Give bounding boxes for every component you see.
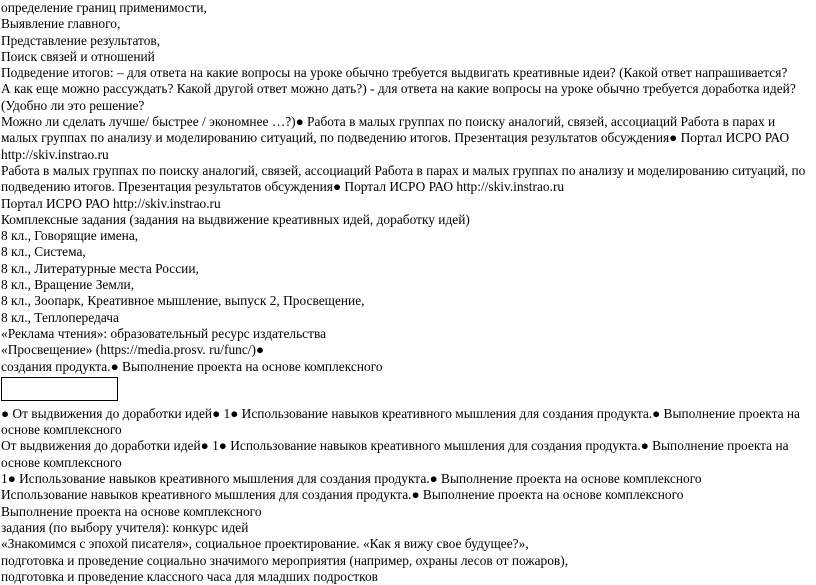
text-line: малых группах по анализу и моделированию ситуаций, по подведению итогов. Презентация результатов обсуждения● Портал ИСРО РАО xyxy=(1,130,790,146)
text-line: 8 кл., Вращение Земли, xyxy=(1,277,135,293)
text-line: создания продукта.● Выполнение проекта на основе комплексного xyxy=(1,358,383,374)
document-page xyxy=(1,0,813,585)
empty-table-cell xyxy=(1,377,118,401)
text-line: Выполнение проекта на основе комплексного xyxy=(1,503,262,519)
text-line: 1● Использование навыков креативного мышления для создания продукта.● Выполнение проекта на основе комплексного xyxy=(1,471,702,487)
text-line: Выявление главного, xyxy=(1,16,121,32)
text-line: Поиск связей и отношений xyxy=(1,48,155,64)
text-line: А как еще можно рассуждать? Какой другой ответ можно дать?) - для ответа на какие вопросы на уроке обычно требуется доработка идей? xyxy=(1,81,796,97)
text-line: От выдвижения до доработки идей● 1● Использование навыков креативного мышления для создания продукта.● Выполнение проекта на xyxy=(1,438,789,454)
text-line: 8 кл., Говорящие имена, xyxy=(1,228,139,244)
text-line: 8 кл., Система, xyxy=(1,244,86,260)
text-line: определение границ применимости, xyxy=(1,0,207,15)
text-line: «Знакомимся с эпохой писателя», социальное проектирование. «Как я вижу свое будущее?», xyxy=(1,536,529,552)
text-line: «Просвещение» (https://media.prosv. ru/func/)● xyxy=(1,342,265,358)
text-line: 8 кл., Теплопередача xyxy=(1,309,119,325)
text-line: основе комплексного xyxy=(1,454,122,470)
text-line: основе комплексного xyxy=(1,422,122,438)
text-line: Подведение итогов: – для ответа на какие вопросы на уроке обычно требуется выдвигать креативные идеи? (Какой ответ напрашивается? xyxy=(1,65,788,81)
text-line: подготовка и проведение социально значимого мероприятия (например, охраны лесов от пожаров), xyxy=(1,552,569,568)
text-line: Представление результатов, xyxy=(1,32,161,48)
text-line: Можно ли сделать лучше/ быстрее / экономнее …?)● Работа в малых группах по поиску аналогий, связей, ассоциаций Работа в парах и xyxy=(1,114,776,130)
text-line: ● От выдвижения до доработки идей● 1● Использование навыков креативного мышления для создания продукта.● Выполнение проекта на xyxy=(1,405,800,421)
text-line: Портал ИСРО РАО http://skiv.instrao.ru xyxy=(1,195,221,211)
text-line: http://skiv.instrao.ru xyxy=(1,146,109,162)
text-line: подготовка и проведение классного часа для младших подростков xyxy=(1,568,378,584)
text-line: Использование навыков креативного мышления для создания продукта.● Выполнение проекта на основе комплексного xyxy=(1,487,684,503)
text-line: (Удобно ли это решение? xyxy=(1,97,145,113)
text-line: подведению итогов. Презентация результатов обсуждения● Портал ИСРО РАО http://skiv.instrao.ru xyxy=(1,179,565,195)
text-line: 8 кл., Зоопарк, Креативное мышление, выпуск 2, Просвещение, xyxy=(1,293,365,309)
text-line: задания (по выбору учителя): конкурс идей xyxy=(1,519,249,535)
text-line: Работа в малых группах по поиску аналогий, связей, ассоциаций Работа в парах и малых группах по анализу и моделированию ситуаций, по xyxy=(1,162,806,178)
text-line: «Реклама чтения»: образовательный ресурс издательства xyxy=(1,325,327,341)
text-line: 8 кл., Литературные места России, xyxy=(1,260,199,276)
text-line: Комплексные задания (задания на выдвижение креативных идей, доработку идей) xyxy=(1,211,470,227)
